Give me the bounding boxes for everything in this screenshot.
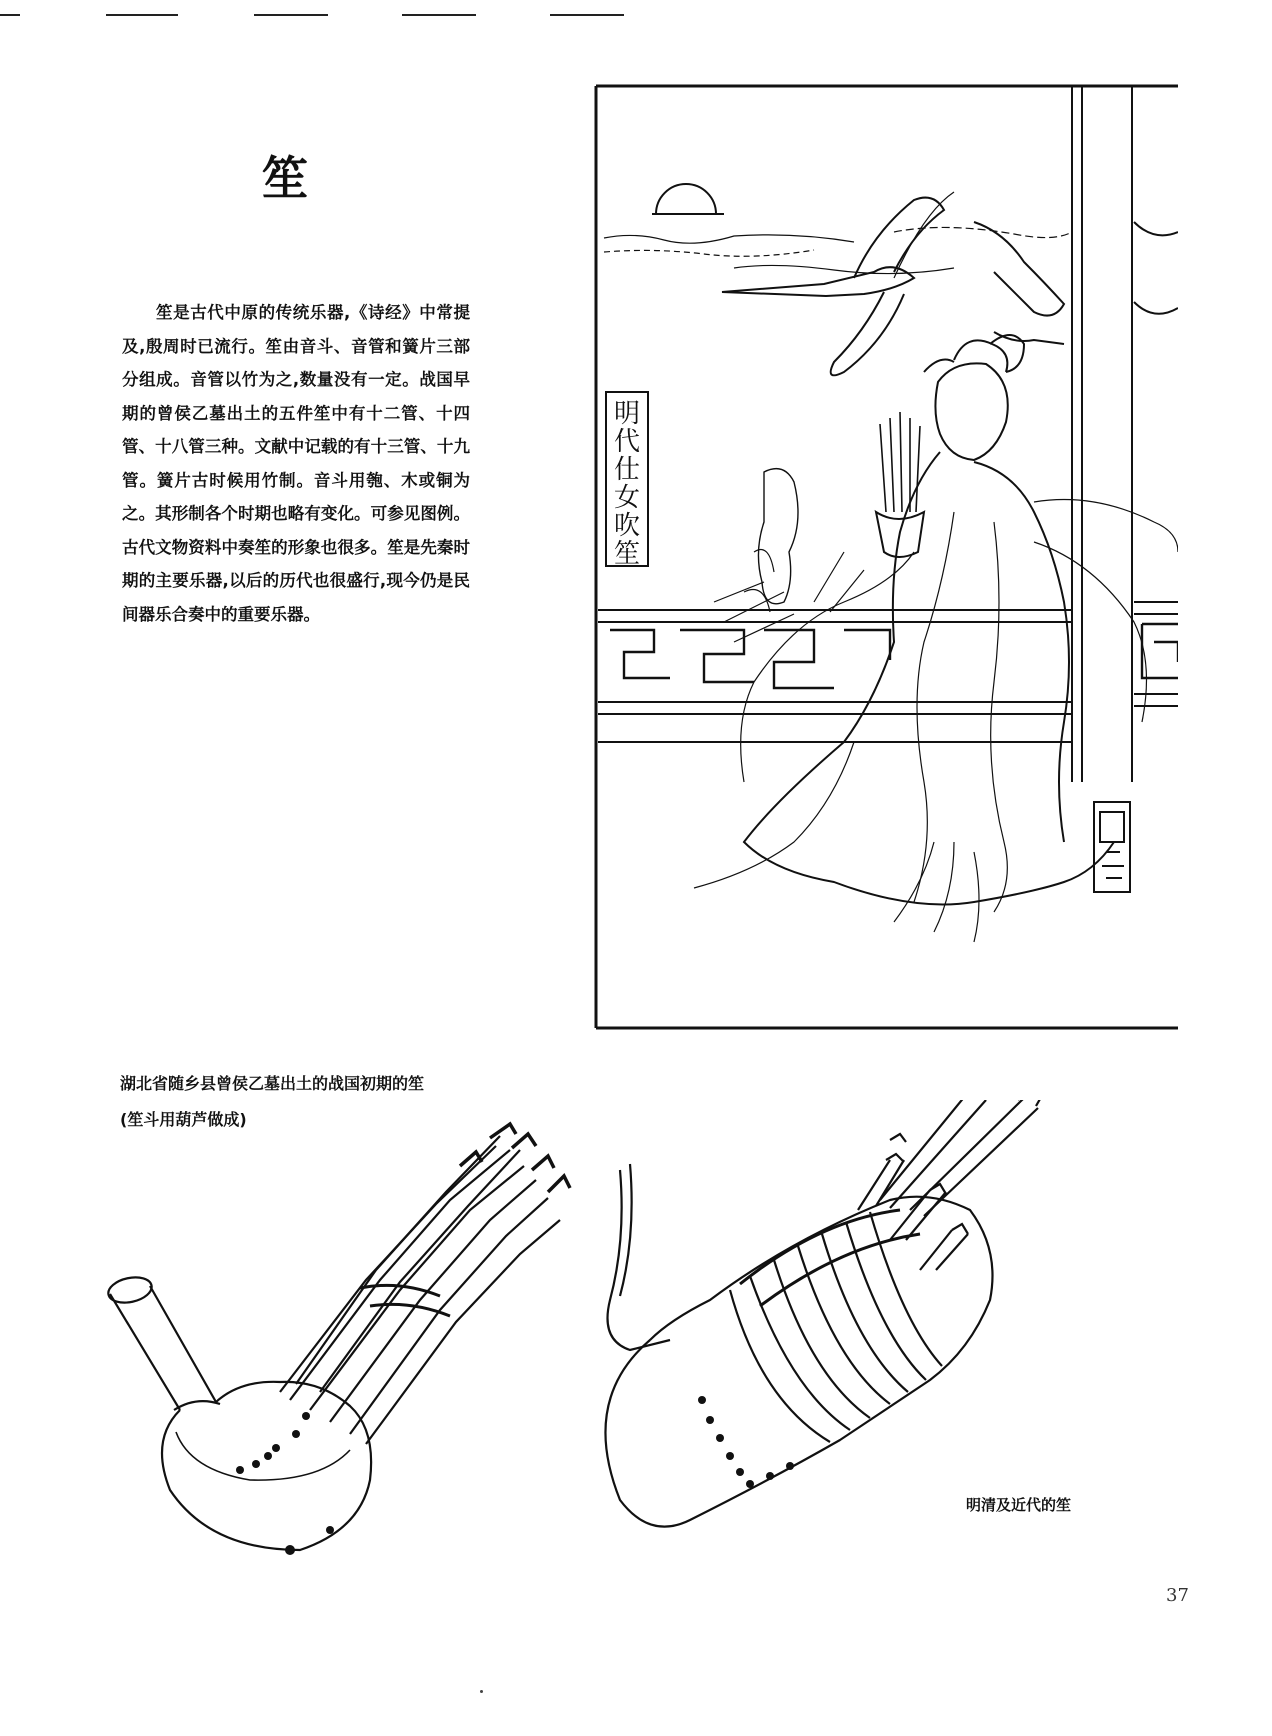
body-line: 后的历代也很盛行,现今仍是民间器乐 [122, 571, 470, 624]
body-line: 簧片古时候用竹制。音斗用匏、木或铜 [156, 470, 454, 490]
header-rule-1 [0, 14, 20, 16]
body-line: 合奏中的重要乐器。 [171, 604, 320, 624]
header-rule-2 [106, 14, 178, 16]
page-number: 37 [1166, 1585, 1189, 1606]
body-line: 量没有一定。战国早期的曾侯乙墓出土 [122, 370, 470, 423]
header-rule-5 [550, 14, 624, 16]
body-line: 的五件笙中有十二管、十四管、十八管 [122, 403, 471, 456]
body-text [122, 296, 470, 631]
caption-ming-qing-sheng: 明清及近代的笙 [966, 1496, 1072, 1514]
body-line: 笙是古代中原的传统乐器,《诗经》 [156, 303, 420, 322]
lady-playing-sheng-illustration [594, 82, 1178, 1030]
caption-line: 湖北省随乡县曾侯乙墓出土的战国初期的笙 [120, 1074, 425, 1093]
body-line: 为之。其形制各个时期也略有变化。可 [122, 470, 471, 523]
vertical-caption-char: 明 [613, 399, 641, 429]
body-line: 中常提及,殷周时已流行。笙由音斗、音 [122, 303, 470, 356]
vertical-caption-char: 吹 [613, 511, 641, 541]
caption-line: (笙斗用葫芦做成) [120, 1110, 247, 1129]
vertical-caption-char: 女 [613, 483, 641, 513]
body-line: 管和簧片三部分组成。音管以竹为之,数 [122, 336, 470, 389]
body-line: 三种。文献中记载的有十三管、十九管。 [122, 437, 470, 490]
body-paragraph [122, 296, 470, 631]
header-rule-4 [402, 14, 476, 16]
body-line: 也很多。笙是先秦时期的主要乐器,以 [122, 537, 471, 590]
warring-states-sheng-drawing [100, 1110, 620, 1580]
vertical-caption-char: 代 [613, 427, 641, 457]
scan-speck [480, 1690, 483, 1693]
vertical-caption-char: 笙 [613, 539, 641, 569]
page-title: 笙 [262, 151, 310, 205]
body-line: 参见图例。古代文物资料中奏笙的形象 [122, 504, 471, 557]
header-rule-3 [254, 14, 328, 16]
ming-qing-sheng-drawing [590, 1100, 1150, 1590]
vertical-caption-char: 仕 [613, 455, 641, 485]
